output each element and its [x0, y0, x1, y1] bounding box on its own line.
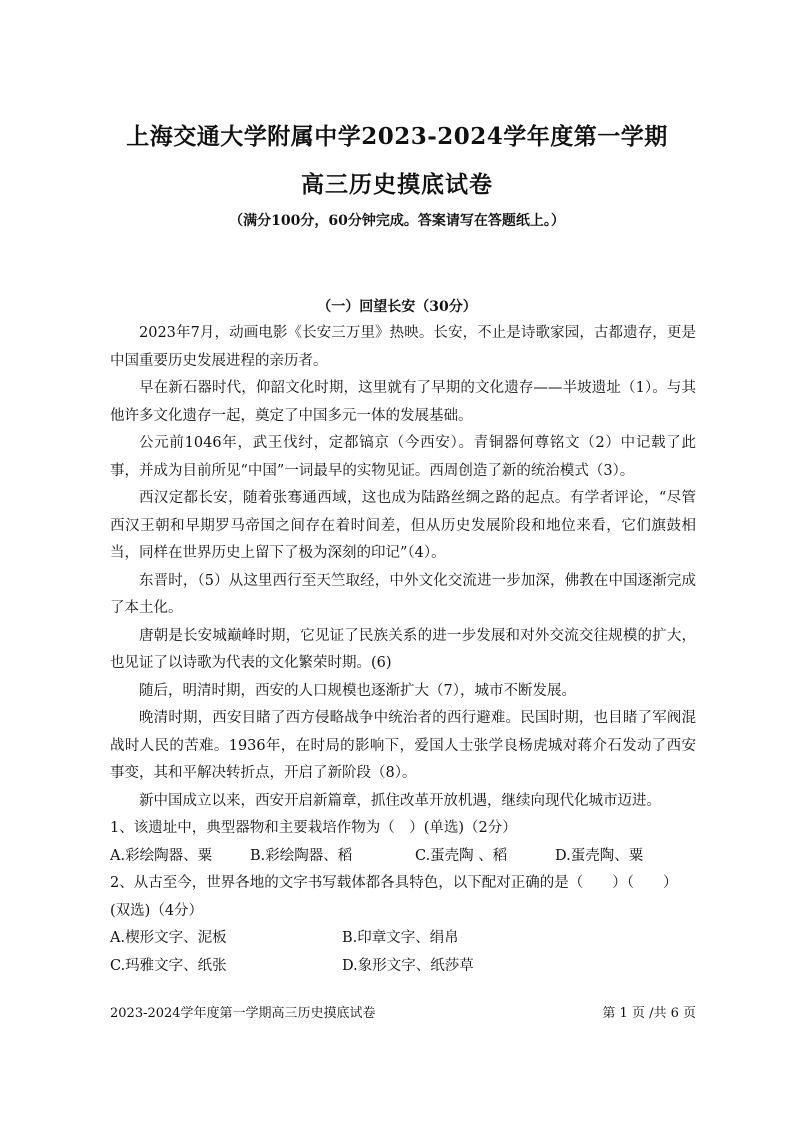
question-2-option-a: A.楔形文字、泥板: [110, 930, 227, 946]
passage-paragraph: 2023年7月，动画电影《长安三万里》热映。长安，不止是诗歌家园，古都遗存，更是中国重要历史发展进程的亲历者。: [110, 325, 696, 369]
page-footer: [110, 1002, 696, 1021]
passage-body: [110, 320, 696, 980]
footer-exam-name: 2023-2024学年度第一学期高三历史摸底试卷: [110, 1006, 376, 1021]
passage-paragraph: 唐朝是长安城巅峰时期，它见证了民族关系的进一步发展和对外交流交往规模的扩大，也见证了以诗歌为代表的文化繁荣时期。(6): [110, 627, 696, 671]
question-1-option-d: D.蛋壳陶、粟: [555, 847, 644, 864]
question-2-options-row1: [110, 925, 696, 953]
question-1-options: [110, 843, 696, 871]
passage-paragraph: 早在新石器时代，仰韶文化时期，这里就有了早期的文化遗存——半坡遗址（1）。与其他许多文化遗存一起，奠定了中国多元一体的发展基础。: [110, 380, 696, 424]
passage-paragraph: 东晋时，（5）从这里西行至天竺取经，中外文化交流进一步加深，佛教在中国逐渐完成了本土化。: [110, 572, 696, 616]
question-2-stem: 2、从古至今，世界各地的文字书写载体都各具特色，以下配对正确的是（ ）（ ）(双选)（4分）: [110, 875, 678, 919]
question-1-option-c: C.蛋壳陶 、稻: [415, 847, 508, 864]
footer-page-number: 第 1 页 /共 6 页: [602, 1006, 696, 1021]
question-1-option-b: B.彩绘陶器、稻: [250, 847, 353, 864]
passage-paragraph: 新中国成立以来，西安开启新篇章，抓住改革开放机遇，继续向现代化城市迈进。: [139, 792, 661, 809]
question-2-option-c: C.玛雅文字、纸张: [110, 957, 227, 974]
exam-title-line2: 高三历史摸底试卷: [301, 171, 493, 198]
passage-paragraph: 西汉定都长安，随着张骞通西域，这也成为陆路丝绸之路的起点。有学者评论，“尽管西汉王朝和早期罗马帝国之间存在着时间差，但从历史发展阶段和地位来看，它们旗鼓相当，同样在世界历史上留下了极为深刻的印记”（4）。: [110, 490, 696, 561]
exam-title-line1: 上海交通大学附属中学2023-2024学年度第一学期: [126, 123, 668, 150]
exam-instructions: （满分100分，60分钟完成。答案请写在答题纸上。）: [229, 213, 565, 229]
passage-paragraph: 随后，明清时期，西安的人口规模也逐渐扩大（7），城市不断发展。: [139, 682, 576, 699]
question-2-option-b: B.印章文字、绢帛: [342, 930, 459, 946]
question-1-stem: 1、该遗址中，典型器物和主要栽培作物为（ ）(单选)（2分）: [110, 820, 517, 836]
question-2-option-d: D.象形文字、纸莎草: [342, 957, 474, 974]
question-2-options-row2: [110, 953, 696, 981]
passage-paragraph: 公元前1046年，武王伐纣，定都镐京（今西安）。青铜器何尊铭文（2）中记载了此事，并成为目前所见“中国”一词最早的实物见证。西周创造了新的统治模式（3）。: [110, 435, 696, 479]
question-1-option-a: A.彩绘陶器、粟: [110, 847, 213, 864]
section-heading: （一）回望长安（30分）: [317, 299, 477, 315]
passage-paragraph: 晚清时期，西安目睹了西方侵略战争中统治者的西行避难。民国时期，也目睹了军阀混战时人民的苦难。1936年，在时局的影响下，爱国人士张学良杨虎城对蒋介石发动了西安事变，其和平解决转折点，开启了新阶段（8）。: [110, 710, 696, 781]
